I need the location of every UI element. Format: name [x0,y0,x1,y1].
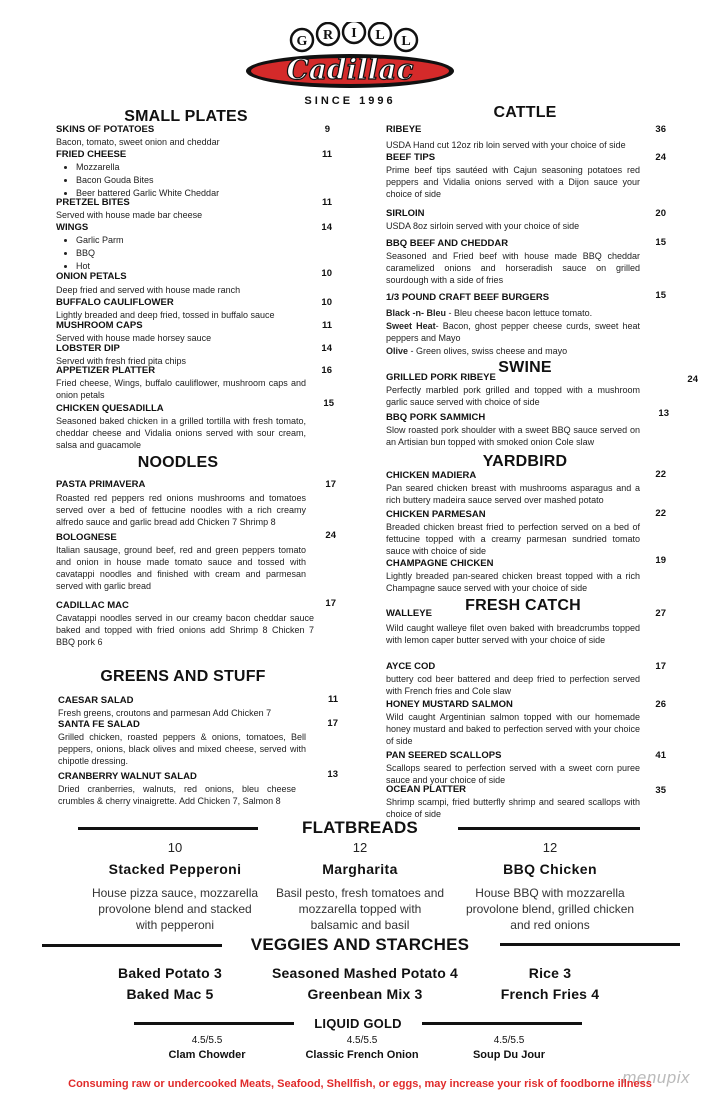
yardbird-title: YARDBIRD [482,453,568,470]
variant-name: Black -n- Bleu [386,308,447,318]
item-price: 14 [321,343,332,354]
item-name: 1/3 POUND CRAFT BEEF BURGERS [386,292,550,303]
variant-desc: - Green olives, swiss cheese and mayo [408,346,568,356]
item-name: PRETZEL BITES [56,197,130,208]
menu-item [56,479,306,528]
item-price: 22 [655,469,666,480]
menu-item [386,750,640,786]
menu-item [386,152,640,200]
side-item: Rice 3 [528,965,572,981]
option-list [56,234,306,272]
item-desc: Seasoned baked chicken in a grilled tortilla with fresh tomato, cheddar cheese and Vidalia onions served with sour cream, salsa and guacamole [56,416,306,450]
item-desc: Grilled chicken, roasted peppers & onions, tomatoes, Bell peppers, onions, black olives and mixed cheese, served with chipotle dressing. [58,732,306,766]
menu-item [386,784,640,820]
item-name: RIBEYE [386,124,422,135]
soup-item [434,1035,584,1061]
swine-title: SWINE [498,359,552,376]
menu-item [56,197,306,221]
item-price: 11 [321,320,332,331]
menu-item [386,699,640,747]
flatbread-desc: House pizza sauce, mozzarella provolone blend and stacked with pepperoni [91,886,259,932]
variant-name: Olive [386,346,409,356]
burger-variant [386,307,640,319]
liquid-gold-title: LIQUID GOLD [314,1016,402,1031]
menu-item [386,292,640,357]
item-price: 10 [321,268,332,279]
soup-item [287,1035,437,1061]
option: • Mozzarella [76,161,306,173]
item-name: WINGS [56,222,89,233]
item-desc: Dried cranberries, walnuts, red onions, bleu cheese crumbles & cherry vinaigrette. Add Chicken 7, Salmon 8 [58,784,296,806]
item-desc: Lightly breaded and deep fried, tossed in buffalo sauce [56,310,275,320]
divider-rule [78,827,258,830]
flatbread-name: BBQ Chicken [503,861,597,877]
menu-item [386,412,640,448]
menu-item [386,470,640,506]
menu-item [56,222,306,272]
item-price: 35 [655,785,666,796]
item-desc: Fresh greens, croutons and parmesan Add Chicken 7 [58,708,272,718]
item-name: WALLEYE [386,608,432,619]
item-desc: Shrimp scampi, fried butterfly shrimp and seared scallops with choice of side [386,797,640,819]
side-item: Greenbean Mix 3 [307,986,423,1002]
item-name: BBQ PORK SAMMICH [386,412,486,423]
menu-item [56,297,306,321]
logo-since: SINCE 1996 [304,95,396,107]
svg-text:G: G [296,34,308,49]
item-price: 17 [325,598,336,609]
item-desc: Bacon, tomato, sweet onion and cheddar [56,137,220,147]
item-price: 17 [325,479,336,490]
item-price: 15 [655,237,666,248]
item-price: 24 [325,530,336,541]
item-desc: Served with fresh fried pita chips [56,356,187,366]
item-desc: buttery cod beer battered and deep fried to perfection served with French fries and Cole slaw [386,674,640,696]
option-list [56,161,306,199]
item-name: OCEAN PLATTER [386,784,467,795]
flatbread-item [90,840,260,933]
menu-item [56,124,306,148]
option: • BBQ [76,247,306,259]
item-price: 15 [323,398,334,409]
soup-name: Clam Chowder [168,1049,246,1061]
menu-item [56,532,306,592]
item-price: 27 [655,608,666,619]
item-desc: Wild caught Argentinian salmon topped with our homemade honey mustard and baked to perfection served with your choice of side [386,712,640,746]
item-desc: Cavatappi noodles served in our creamy bacon cheddar sauce baked and topped with fried onions add Shrimp 8 Chicken 7 BBQ pork 6 [56,613,314,647]
item-price: 14 [321,222,332,233]
item-price: 13 [327,769,338,780]
item-name: APPETIZER PLATTER [56,365,156,376]
item-name: CHICKEN PARMESAN [386,509,486,520]
flatbread-price: 12 [542,840,558,855]
flatbread-desc: Basil pesto, fresh tomatoes and mozzarella topped with balsamic and basil [275,886,445,932]
variant-name: Sweet Heat [386,321,436,331]
item-name: HONEY MUSTARD SALMON [386,699,513,710]
watermark: menupix [622,1068,690,1087]
item-price: 11 [321,197,332,208]
logo-script-text: Cadillac [286,53,414,86]
item-desc: Fried cheese, Wings, buffalo cauliflower, mushroom caps and onion petals [56,378,306,400]
logo-graphic [240,22,460,92]
item-desc: Pan seared chicken breast with mushrooms asparagus and a rich buttery madeira sauce served over mashed potato [386,483,640,505]
menu-item [56,320,306,344]
noodles-title: NOODLES [137,454,219,471]
variant-desc: - Bleu cheese bacon lettuce tomato. [446,308,593,318]
item-name: FRIED CHEESE [56,149,127,160]
item-desc: Deep fried and served with house made ranch [56,285,241,295]
divider-rule [42,944,222,947]
item-desc: Wild caught walleye filet oven baked with breadcrumbs topped with lemon caper butter served with your choice of side [386,623,640,645]
soup-price: 4.5/5.5 [191,1035,223,1046]
menu-item [386,372,640,408]
item-price: 24 [687,374,698,385]
item-desc: Seasoned and Fried beef with house made BBQ cheddar caramelized onions and horseradish sauce on grilled sourdough with a side of fries [386,251,640,285]
item-price: 26 [655,699,666,710]
menu-item [386,608,640,646]
menu-item [386,208,640,232]
item-price: 22 [655,508,666,519]
item-name: SANTA FE SALAD [58,719,140,730]
item-price: 17 [655,661,666,672]
flatbread-price: 12 [352,840,368,855]
flatbread-price: 10 [167,840,183,855]
item-name: PASTA PRIMAVERA [56,479,146,490]
item-price: 41 [655,750,666,761]
flatbread-desc: House BBQ with mozzarella provolone blend, grilled chicken and red onions [465,886,635,932]
item-name: CAESAR SALAD [58,695,134,706]
item-name: SIRLOIN [386,208,425,219]
menu-item [56,149,306,199]
menu-item [386,509,640,557]
flatbreads-title: FLATBREADS [302,818,418,837]
item-price: 16 [321,365,332,376]
menu-item [386,124,640,151]
flatbread-item [465,840,635,933]
fresh-catch-title: FRESH CATCH [465,597,581,614]
item-name: BBQ BEEF AND CHEDDAR [386,238,509,249]
divider-rule [422,1022,582,1025]
item-desc: USDA Hand cut 12oz rib loin served with your choice of side [386,140,626,150]
item-price: 20 [655,208,666,219]
option: • Garlic Parm [76,234,306,246]
item-price: 15 [655,290,666,301]
svg-text:I: I [351,26,357,41]
item-desc: Italian sausage, ground beef, red and green peppers tomato and onion in house made tomato sauce and tossed with cavatappi noodles and finished with cream and parmesan served with garlic bread [56,545,306,591]
menu-item [56,365,306,401]
item-name: SKINS OF POTATOES [56,124,155,135]
veggies-title: VEGGIES AND STARCHES [250,935,470,954]
burger-variant [386,320,640,344]
item-name: LOBSTER DIP [56,343,120,354]
item-price: 36 [655,124,666,135]
divider-rule [458,827,640,830]
item-price: 17 [327,718,338,729]
menu-item [56,403,306,451]
item-name: CRANBERRY WALNUT SALAD [58,771,197,782]
menu-item [56,600,314,648]
side-item: Seasoned Mashed Potato 4 [271,965,459,981]
item-price: 24 [655,152,666,163]
variant-desc: - Bacon, ghost pepper cheese curds, sweet heat peppers and Mayo [386,321,640,343]
item-desc: Served with house made bar cheese [56,210,203,220]
item-name: ONION PETALS [56,271,127,282]
item-desc: Served with house made horsey sauce [56,333,212,343]
menu-item [386,558,640,594]
option: • Hot [76,260,306,272]
item-name: CHICKEN QUESADILLA [56,403,164,414]
item-price: 9 [324,124,330,135]
item-desc: Scallops seared to perfection served with a sweet corn puree sauce and your choice of side [386,763,640,785]
logo-grill-letters [291,22,417,51]
menu-item [56,343,306,367]
item-price: 13 [658,408,669,419]
svg-text:L: L [375,28,385,43]
item-name: CHAMPAGNE CHICKEN [386,558,494,569]
divider-rule [500,943,680,946]
item-desc: USDA 8oz sirloin served with your choice of side [386,221,580,231]
option: • Bacon Gouda Bites [76,174,306,186]
flatbread-name: Stacked Pepperoni [108,861,242,877]
item-price: 19 [655,555,666,566]
svg-text:R: R [322,28,334,43]
soup-name: Soup Du Jour [472,1049,546,1061]
item-desc: Lightly breaded pan-seared chicken breast topped with a rich Champagne sauce served with your choice of side [386,571,640,593]
item-desc: Roasted red peppers red onions mushrooms and tomatoes served over a bed of fettucine noodles with a rich creamy alfredo sauce and garlic bread add Chicken 7 Shrimp 8 [56,493,306,527]
item-name: CHICKEN MADIERA [386,470,477,481]
menu-item [386,661,640,697]
soup-item [132,1035,282,1061]
divider-rule [134,1022,294,1025]
burger-variant [386,345,640,357]
soup-price: 4.5/5.5 [493,1035,525,1046]
cattle-title: CATTLE [493,104,557,121]
side-item: Baked Potato 3 [118,965,222,981]
item-name: BOLOGNESE [56,532,117,543]
item-name: AYCE COD [386,661,436,672]
item-price: 11 [327,694,338,705]
item-desc: Prime beef tips sautéed with Cajun seasoning potatoes red peppers and Vidalia onions served with a Dijon sauce your choice of side [386,165,640,199]
item-name: GRILLED PORK RIBEYE [386,372,496,383]
side-item: Baked Mac 5 [126,986,214,1002]
item-desc: Breaded chicken breast fried to perfection served on a bed of fettucine topped with a creamy parmesan sundried tomato sauce with choice of side [386,522,640,556]
small-plates-title: SMALL PLATES [124,108,248,125]
logo [240,22,460,112]
option: • Beer battered Garlic White Cheddar [76,187,306,199]
soup-name: Classic French Onion [305,1049,419,1061]
item-name: BUFFALO CAULIFLOWER [56,297,174,308]
menu-item [58,695,308,719]
item-desc: Perfectly marbled pork grilled and topped with a mushroom garlic sauce served with choice of side [386,385,640,407]
side-item: French Fries 4 [500,986,600,1002]
soup-price: 4.5/5.5 [346,1035,378,1046]
menu-item [58,771,296,807]
menu-item [56,271,306,296]
item-price: 11 [321,149,332,160]
flatbread-item [275,840,445,933]
item-name: BEEF TIPS [386,152,436,163]
greens-title: GREENS AND STUFF [100,668,266,685]
item-price: 10 [321,297,332,308]
menu-item [58,719,306,767]
item-name: MUSHROOM CAPS [56,320,143,331]
item-desc: Slow roasted pork shoulder with a sweet BBQ sauce served on an Artisian bun topped with smoked onion Cole slaw [386,425,640,447]
menu-item [386,238,640,286]
flatbread-name: Margharita [322,861,398,877]
item-name: CADILLAC MAC [56,600,129,611]
food-warning: Consuming raw or undercooked Meats, Seafood, Shellfish, or eggs, may increase your risk of foodborne illness [68,1078,652,1090]
svg-text:L: L [401,34,411,49]
item-name: PAN SEERED SCALLOPS [386,750,502,761]
